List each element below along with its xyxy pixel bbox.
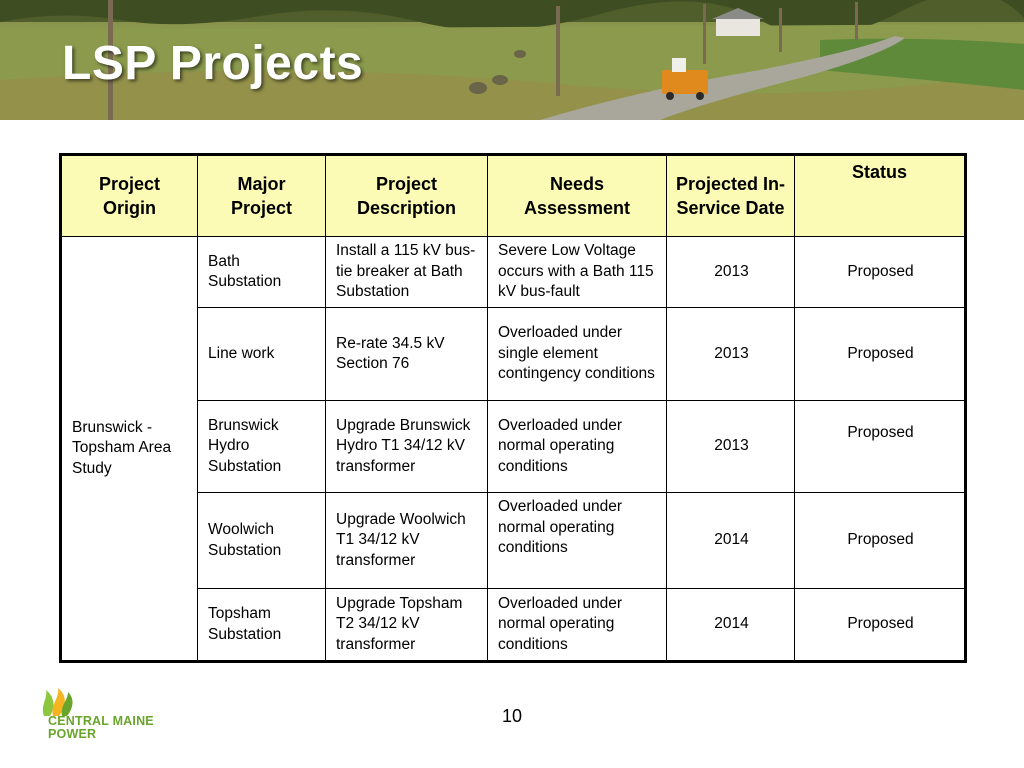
page-number: 10: [501, 706, 523, 726]
header-project-origin: Project Origin: [61, 155, 198, 237]
needs-cell: Overloaded under normal operating conditions: [488, 401, 667, 493]
header-project-description: Project Description: [326, 155, 488, 237]
needs-cell: Severe Low Voltage occurs with a Bath 115 kV bus-fault: [488, 237, 667, 308]
table-header-row: [61, 155, 966, 237]
major-project-cell: Woolwich Substation: [198, 493, 326, 589]
description-cell: Upgrade Brunswick Hydro T1 34/12 kV transformer: [326, 401, 488, 493]
date-cell: 2013: [667, 401, 795, 493]
date-cell: 2014: [667, 493, 795, 589]
header-major-project: Major Project: [198, 155, 326, 237]
needs-cell: Overloaded under normal operating conditions: [488, 589, 667, 662]
needs-cell: Overloaded under normal operating conditions: [488, 493, 667, 589]
status-cell: Proposed: [795, 493, 966, 589]
date-cell: 2013: [667, 237, 795, 308]
table-row: [61, 237, 966, 308]
company-logo-text: [48, 715, 154, 741]
status-cell: Proposed: [795, 401, 966, 493]
status-cell: Proposed: [795, 237, 966, 308]
major-project-cell: Topsham Substation: [198, 589, 326, 662]
status-cell: Proposed: [795, 308, 966, 401]
needs-cell: Overloaded under single element contingency conditions: [488, 308, 667, 401]
status-cell: Proposed: [795, 589, 966, 662]
major-project-cell: Brunswick Hydro Substation: [198, 401, 326, 493]
project-origin-cell: Brunswick - Topsham Area Study: [61, 237, 198, 662]
date-cell: 2014: [667, 589, 795, 662]
description-cell: Re-rate 34.5 kV Section 76: [326, 308, 488, 401]
description-cell: Install a 115 kV bus-tie breaker at Bath Substation: [326, 237, 488, 308]
logo-line-2: POWER: [48, 727, 97, 741]
major-project-cell: Line work: [198, 308, 326, 401]
logo-line-1: CENTRAL MAINE: [48, 714, 154, 728]
lsp-projects-table: [59, 153, 967, 663]
description-cell: Upgrade Woolwich T1 34/12 kV transformer: [326, 493, 488, 589]
date-cell: 2013: [667, 308, 795, 401]
header-in-service-date: Projected In-Service Date: [667, 155, 795, 237]
page-title: LSP Projects: [62, 37, 364, 90]
header-banner-photo: [0, 0, 1024, 120]
description-cell: Upgrade Topsham T2 34/12 kV transformer: [326, 589, 488, 662]
header-status: Status: [795, 155, 966, 237]
major-project-cell: Bath Substation: [198, 237, 326, 308]
header-needs-assessment: Needs Assessment: [488, 155, 667, 237]
